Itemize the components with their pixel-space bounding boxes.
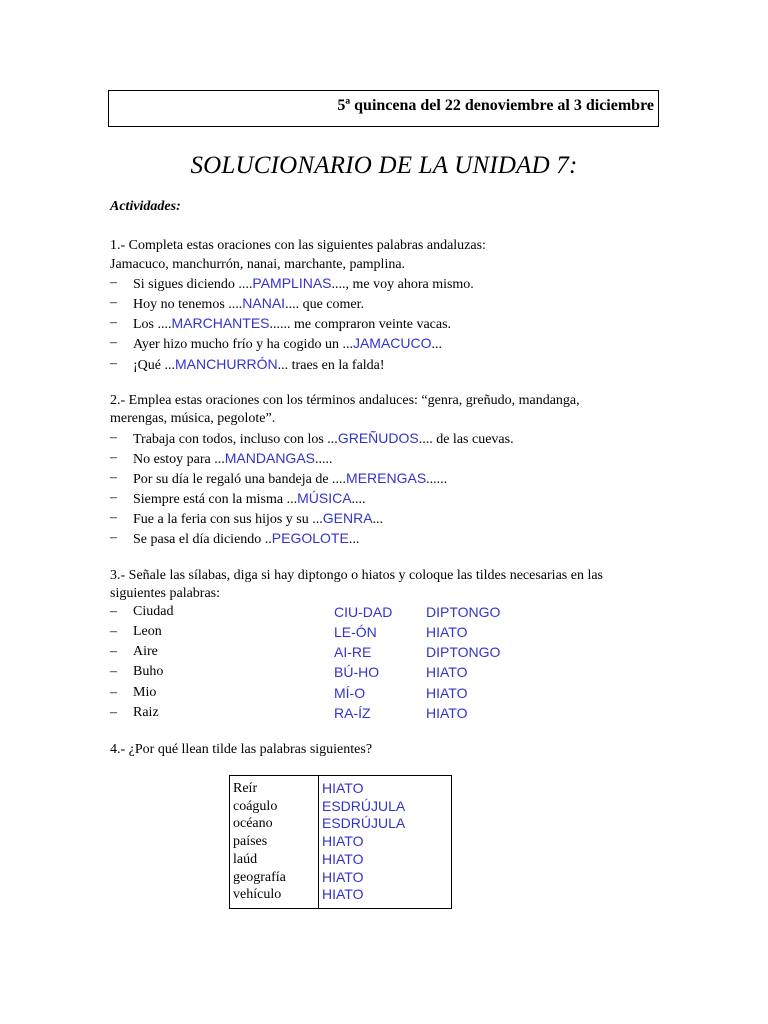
s3-heading-line2: siguientes palabras: — [110, 586, 221, 601]
list-item — [133, 604, 501, 620]
s3-heading-line1: 3.- Señale las sílabas, diga si hay diptongo o hiatos y coloque las tildes necesarias en las — [110, 568, 603, 583]
dash: – — [110, 335, 117, 350]
activities-subtitle: Actividades: — [110, 199, 181, 214]
dash: – — [110, 510, 117, 525]
dash: – — [110, 470, 117, 485]
table-word: océano — [233, 816, 273, 832]
word: Mio — [133, 685, 157, 700]
classification: HIATO — [426, 705, 468, 721]
word: Ciudad — [133, 604, 174, 619]
list-item — [133, 644, 501, 660]
table-word: coágulo — [233, 798, 278, 814]
table-answer: HIATO — [322, 868, 364, 885]
syllables: AI-RE — [334, 644, 372, 660]
answer: NANAI — [242, 295, 286, 311]
classification: DIPTONGO — [426, 604, 501, 620]
s4-heading: 4.- ¿Por qué llean tilde las palabras siguientes? — [110, 742, 373, 757]
classification: HIATO — [426, 685, 468, 701]
answer: GREÑUDOS — [337, 430, 419, 446]
table-word: países — [233, 834, 268, 850]
syllables: LE-ÓN — [334, 624, 377, 640]
word: Leon — [133, 624, 162, 639]
answer: MERENGAS — [346, 470, 427, 486]
list-item: No estoy para ...MANDANGAS..... — [133, 450, 333, 467]
table-word: Reír — [233, 781, 258, 796]
table-answer: ESDRÚJULA — [322, 815, 406, 832]
dash: – — [110, 275, 117, 290]
answer: JAMACUCO — [352, 335, 432, 351]
answers-cell — [319, 776, 452, 909]
header-text: 5ª quincena del 22 denoviembre al 3 diciembre — [337, 97, 654, 114]
table-word: geografía — [233, 869, 286, 885]
s1-heading: 1.- Completa estas oraciones con las siguientes palabras andaluzas: — [110, 238, 486, 253]
syllables: CIU-DAD — [334, 604, 393, 620]
list-item: Fue a la feria con sus hijos y su ...GENRA... — [133, 510, 384, 527]
list-item: Si sigues diciendo ....PAMPLINAS...., me voy ahora mismo. — [133, 275, 474, 292]
page-title: SOLUCIONARIO DE LA UNIDAD 7: — [190, 152, 578, 179]
dash: – — [110, 450, 117, 465]
classification: DIPTONGO — [426, 644, 501, 660]
answer: MANDANGAS — [224, 450, 315, 466]
syllables: MÍ-O — [334, 685, 366, 701]
dash: – — [110, 530, 117, 545]
words-cell — [230, 776, 319, 909]
list-item — [133, 705, 468, 721]
answer: PEGOLOTE — [271, 530, 349, 546]
dash: – — [110, 685, 117, 700]
list-item: Hoy no tenemos ....NANAI.... que comer. — [133, 295, 364, 312]
dash: – — [110, 430, 117, 445]
table-word: vehículo — [233, 887, 282, 903]
syllables: RA-ÍZ — [334, 705, 371, 721]
dash: – — [110, 315, 117, 330]
table-answer: HIATO — [322, 886, 364, 903]
list-item: ¡Qué ...MANCHURRÓN... traes en la falda! — [133, 356, 385, 373]
list-item: Ayer hizo mucho frío y ha cogido un ...JAMACUCO... — [133, 335, 443, 352]
word: Buho — [133, 664, 164, 679]
classification: HIATO — [426, 664, 468, 680]
s2-heading-line1: 2.- Emplea estas oraciones con los términos andaluces: “genra, greñudo, mandanga, — [110, 393, 580, 408]
answer: MÚSICA — [297, 490, 352, 506]
dash: – — [110, 490, 117, 505]
answer: GENRA — [322, 510, 373, 526]
table-word: laúd — [233, 851, 258, 867]
tilde-table — [229, 775, 452, 909]
word: Raiz — [133, 705, 159, 720]
dash: – — [110, 705, 117, 720]
list-item: Los ....MARCHANTES...... me compraron veinte vacas. — [133, 315, 452, 332]
list-item — [133, 685, 468, 701]
answer: MANCHURRÓN — [175, 356, 278, 372]
table-row — [230, 776, 452, 909]
table-answer: HIATO — [322, 833, 364, 850]
list-item: Por su día le regaló una bandeja de ....MERENGAS...... — [133, 470, 448, 487]
list-item: Se pasa el día diciendo ..PEGOLOTE... — [133, 530, 360, 547]
word: Aire — [133, 644, 158, 659]
table-answer: HIATO — [322, 780, 364, 796]
dash: – — [110, 624, 117, 639]
list-item — [133, 624, 468, 640]
dash: – — [110, 604, 117, 619]
s1-words: Jamacuco, manchurrón, nanai, marchante, pamplina. — [110, 257, 406, 272]
dash: – — [110, 295, 117, 310]
classification: HIATO — [426, 624, 468, 640]
s2-heading-line2: merengas, música, pegolote”. — [110, 411, 276, 426]
table-answer: ESDRÚJULA — [322, 797, 406, 814]
list-item: Siempre está con la misma ...MÚSICA.... — [133, 490, 366, 507]
list-item — [133, 664, 468, 680]
dash: – — [110, 356, 117, 371]
table-answer: HIATO — [322, 850, 364, 867]
answer: PAMPLINAS — [252, 275, 332, 291]
dash: – — [110, 664, 117, 679]
list-item: Trabaja con todos, incluso con los ...GREÑUDOS.... de las cuevas. — [133, 430, 514, 447]
header-box — [108, 90, 659, 127]
dash: – — [110, 644, 117, 659]
syllables: BÚ-HO — [334, 664, 380, 680]
answer: MARCHANTES — [171, 315, 270, 331]
